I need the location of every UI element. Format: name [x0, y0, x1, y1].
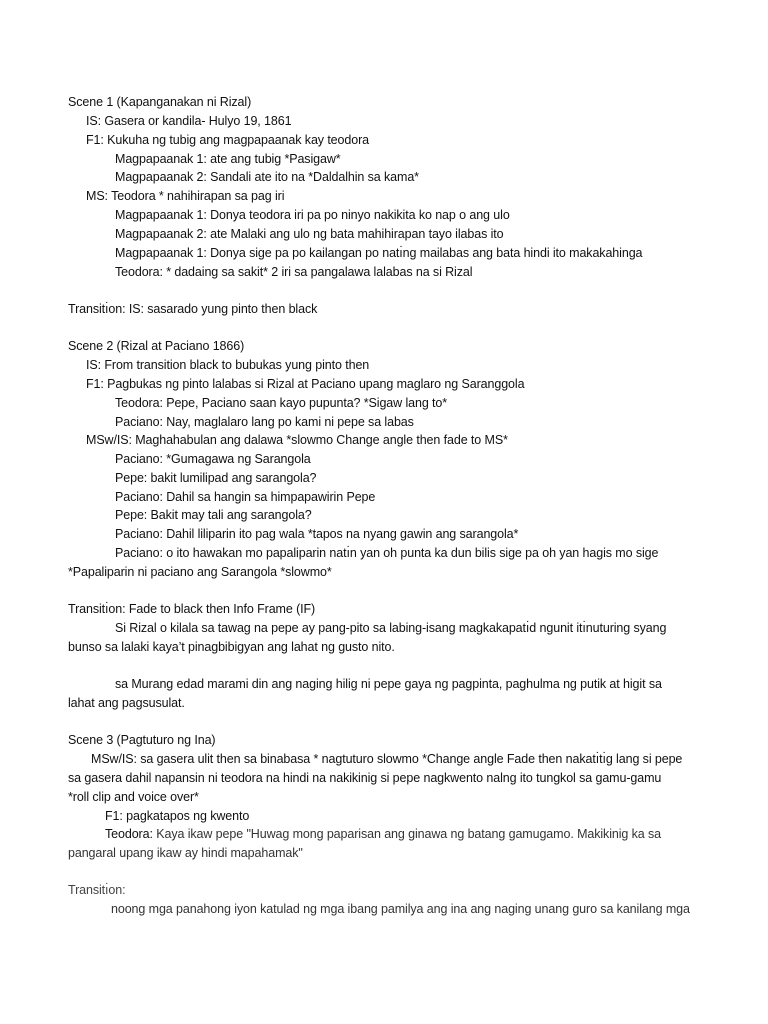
- scene1-f1-line: F1: Kukuha ng tubig ang magpapaanak kay teodora: [86, 133, 370, 147]
- scene2-dialogue-7: Paciano: Dahil liliparin ito pag wala *tapos na nyang gawin ang sarangola*: [115, 527, 519, 541]
- scene3-teodora-line: [105, 826, 661, 842]
- scene1-dialogue-5: Magpapaanak 1: Donya sige pa po kailangan po natı̇ng mailabas ang bata hindi ito makakahinga: [115, 246, 643, 260]
- scene2-dialogue-9: *Papaliparin ni paciano ang Sarangola *slowmo*: [68, 565, 332, 579]
- scene2-transition: Transitı̇on: Fade to black then Info Frame (IF): [68, 602, 316, 616]
- scene2-info-paragraph-2b: lahat ang pagsusulat.: [68, 696, 185, 710]
- scene3-teodora-quote-b: pangaral upang ikaw ay hindi mapahamak": [68, 846, 303, 860]
- scene1-ms-line: MS: Teodora * nahihirapan sa pag iri: [86, 189, 285, 203]
- scene2-dialogue-3: Paciano: *Gumagawa ng Sarangola: [115, 452, 311, 466]
- scene2-dialogue-2: Paciano: Nay, maglalaro lang po kami ni pepe sa labas: [115, 415, 414, 429]
- scene1-dialogue-2: Magpapaanak 2: Sandali ate ito na *Daldalhin sa kama*: [115, 170, 419, 184]
- scene2-msw-line: MSw/IS: Maghahabulan ang dalawa *slowmo Change angle then fade to MS*: [86, 433, 508, 447]
- scene1-dialogue-1: Magpapaanak 1: ate ang tubig *Pasigaw*: [115, 152, 341, 166]
- scene1-dialogue-6: Teodora: * dadaing sa sakit* 2 iri sa pangalawa lalabas na si Rizal: [115, 265, 473, 279]
- scene3-teodora-label: Teodora:: [105, 827, 153, 841]
- scene3-msw-line-b: sa gasera dahil napansin ni teodora na hindi na nakikinig si pepe nagkwento nalng ito tungkol sa gamu-gamu: [68, 771, 662, 785]
- scene1-dialogue-4: Magpapaanak 2: ate Malaki ang ulo ng bata mahihirapan tayo ilabas ito: [115, 227, 504, 241]
- scene1-is-line: IS: Gasera or kandila- Hulyo 19, 1861: [86, 114, 292, 128]
- scene3-teodora-quote-a: Kaya ikaw pepe "Huwag mong paparisan ang ginawa ng batang gamugamo. Makikinig ka sa: [152, 827, 662, 841]
- scene3-f1-line: F1: pagkatapos ng kwento: [105, 809, 250, 823]
- scene1-transition: Transitı̇on: IS: sasarado yung pinto then black: [68, 302, 318, 316]
- scene1-heading: Scene 1 (Kapanganakan ni Rizal): [68, 95, 252, 109]
- scene2-dialogue-4: Pepe: bakit lumilipad ang sarangola?: [115, 471, 317, 485]
- scene2-dialogue-8: Paciano: o ito hawakan mo papaliparin natı̇n yan oh punta ka dun bilis sige pa oh yan hagis mo sige: [115, 546, 659, 560]
- scene3-transition-text: noong mga panahong iyon katulad ng mga ibang pamilya ang ina ang naging unang guro sa kanilang mga: [111, 902, 690, 916]
- scene2-info-paragraph-1a: Si Rizal o kilala sa tawag na pepe ay pang-pito sa labing-isang magkakapatı̇d ngunit itı̇nuturing syang: [115, 621, 667, 635]
- scene2-dialogue-1: Teodora: Pepe, Paciano saan kayo pupunta? *Sigaw lang to*: [115, 396, 448, 410]
- scene2-is-line: IS: From transition black to bubukas yung pinto then: [86, 358, 370, 372]
- scene2-dialogue-5: Paciano: Dahil sa hangin sa himpapawirin Pepe: [115, 490, 376, 504]
- scene3-transition: Transitı̇on:: [68, 883, 126, 897]
- scene2-info-paragraph-1b: bunso sa lalaki kaya’t pinagbibigyan ang lahat ng gusto nito.: [68, 640, 395, 654]
- scene2-f1-line: F1: Pagbukas ng pinto lalabas si Rizal at Paciano upang maglaro ng Saranggola: [86, 377, 525, 391]
- scene2-dialogue-6: Pepe: Bakit may tali ang sarangola?: [115, 508, 312, 522]
- scene1-dialogue-3: Magpapaanak 1: Donya teodora iri pa po ninyo nakikita ko nap o ang ulo: [115, 208, 510, 222]
- scene3-heading: Scene 3 (Pagtuturo ng Ina): [68, 733, 216, 747]
- scene2-heading: Scene 2 (Rizal at Paciano 1866): [68, 339, 245, 353]
- scene3-msw-line-c: *roll clip and voice over*: [68, 790, 199, 804]
- scene2-info-paragraph-2a: sa Murang edad marami din ang naging hilig ni pepe gaya ng pagpinta, paghulma ng putik at higit sa: [115, 677, 662, 691]
- scene3-msw-line-a: MSw/IS: sa gasera ulit then sa binabasa * nagtuturo slowmo *Change angle Fade then nakatı̇tı̇g lang si pepe: [91, 752, 683, 766]
